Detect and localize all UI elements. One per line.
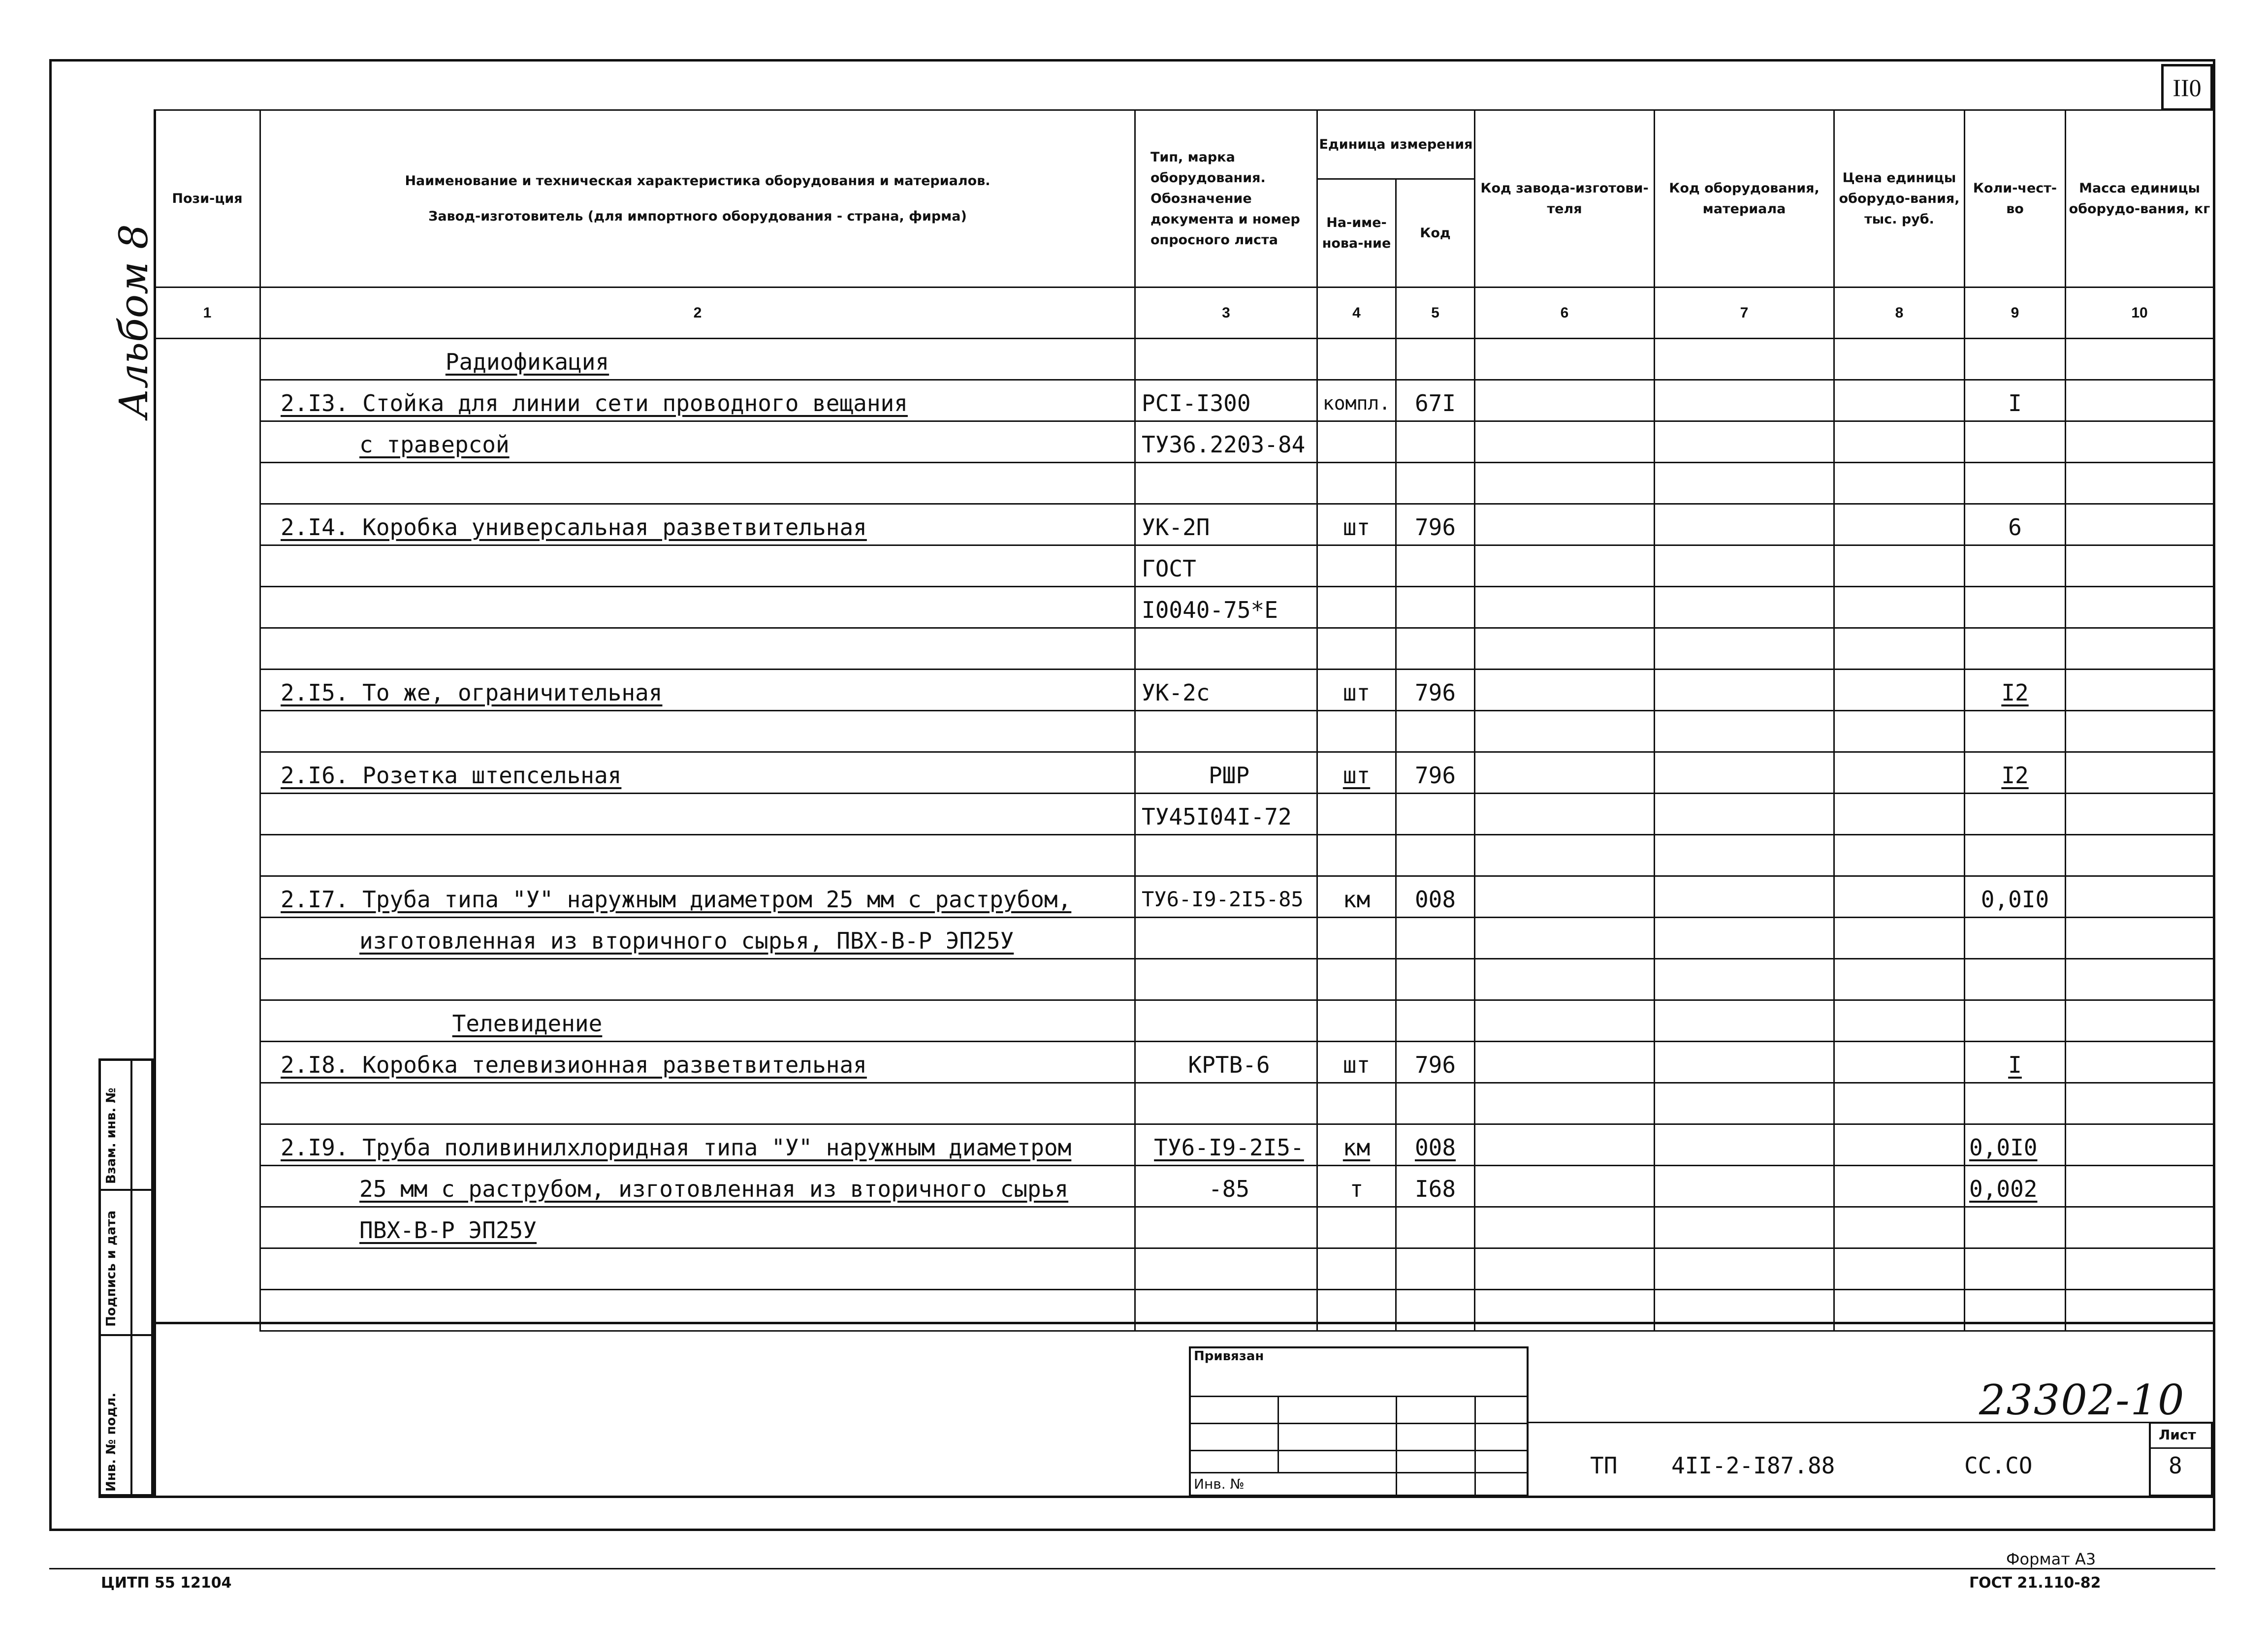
handwritten-number: 23302-10 — [1979, 1376, 2185, 1424]
item-code: 008 — [1396, 1124, 1475, 1166]
table-row — [155, 463, 2214, 504]
table-bottom-line — [154, 1322, 2213, 1324]
specification-table — [154, 109, 2214, 1332]
table-row — [155, 1124, 2214, 1166]
table-row — [155, 670, 2214, 711]
item-code: 796 — [1396, 1042, 1475, 1083]
header-position: Пози-ция — [155, 110, 260, 287]
privyazan-grid — [1189, 1423, 1529, 1424]
table-row — [155, 918, 2214, 959]
privyazan-grid — [1396, 1396, 1397, 1497]
side-inscription: Альбом 8 — [111, 224, 157, 418]
tp-label: ТП — [1590, 1452, 1618, 1479]
item-qty: 0,0I0 — [1965, 1124, 2066, 1166]
table-row — [155, 835, 2214, 876]
footer-format: Формат А3 — [2006, 1550, 2096, 1568]
colnum-4: 4 — [1317, 287, 1396, 339]
colnum-2: 2 — [260, 287, 1135, 339]
bottom-frame-line — [98, 1496, 2213, 1498]
item-name: изготовленная из вторичного сырья, ПВХ-В-Р ЭП25У — [359, 927, 1014, 954]
header-equipment-code: Код оборудования, материала — [1655, 110, 1834, 287]
header-name-line1: Наименование и техническая характеристика оборудования и материалов. — [405, 173, 990, 189]
item-qty: I — [1965, 380, 2066, 421]
table-row — [155, 711, 2214, 752]
colnum-6: 6 — [1475, 287, 1655, 339]
item-name: 2.I8. Коробка телевизионная разветвительная — [260, 1042, 1135, 1083]
header-unit-code: Код — [1396, 179, 1475, 287]
item-qty: I2 — [1965, 752, 2066, 794]
header-type: Тип, марка оборудования. Обозначение документа и номер опросного листа — [1135, 110, 1317, 287]
colnum-9: 9 — [1965, 287, 2066, 339]
item-name: 2.I5. То же, ограничительная — [260, 670, 1135, 711]
item-type: КРТВ-6 — [1135, 1042, 1317, 1083]
item-name: 2.I4. Коробка универсальная разветвительная — [260, 504, 1135, 545]
privyazan-grid — [1278, 1396, 1279, 1472]
item-type: УК-2П — [1135, 504, 1317, 545]
header-price: Цена единицы оборудо-вания, тыс. руб. — [1834, 110, 1965, 287]
item-code: 796 — [1396, 670, 1475, 711]
table-row — [155, 1248, 2214, 1290]
stamp-label-sign-date: Подпись и дата — [104, 1210, 119, 1327]
item-qty: 0,0I0 — [1965, 876, 2066, 918]
privyazan-label: Привязан — [1194, 1349, 1264, 1364]
list-number: 8 — [2169, 1452, 2182, 1479]
item-type: УК-2с — [1135, 670, 1317, 711]
table-left-line — [154, 109, 156, 1498]
header-row — [155, 110, 2214, 179]
table-row — [155, 1083, 2214, 1124]
list-label: Лист — [2159, 1427, 2196, 1443]
sheet-number-top: II0 — [2161, 64, 2213, 111]
stamp-label-inv: Инв. № подл. — [104, 1392, 119, 1492]
item-name: 2.I7. Труба типа "У" наружным диаметром 25 мм с раструбом, — [260, 876, 1135, 918]
header-mass: Масса единицы оборудо-вания, кг — [2066, 110, 2214, 287]
header-name — [260, 110, 1135, 287]
item-code: 796 — [1396, 504, 1475, 545]
column-numbers-row — [155, 287, 2214, 339]
item-qty: 0,002 — [1965, 1166, 2066, 1207]
table-row — [155, 794, 2214, 835]
item-code: I68 — [1396, 1166, 1475, 1207]
item-unit: км — [1317, 1124, 1396, 1166]
section-title-tv: Телевидение — [452, 1010, 603, 1037]
item-type: ТУ6-I9-2I5- — [1135, 1124, 1317, 1166]
item-code: 796 — [1396, 752, 1475, 794]
footer-gost: ГОСТ 21.110-82 — [1969, 1574, 2101, 1592]
item-unit: шт — [1317, 504, 1396, 545]
table-row — [155, 504, 2214, 545]
item-unit: шт — [1317, 1042, 1396, 1083]
colnum-8: 8 — [1834, 287, 1965, 339]
privyazan-grid — [1474, 1396, 1476, 1497]
item-unit: км — [1317, 876, 1396, 918]
left-stamp — [98, 1058, 154, 1497]
item-type: ТУ45I04I-72 — [1135, 794, 1317, 835]
item-unit: шт — [1317, 670, 1396, 711]
header-factory-code: Код завода-изготови-теля — [1475, 110, 1655, 287]
table-row — [155, 1042, 2214, 1083]
section-title-radio: Радиофикация — [445, 349, 609, 375]
item-name: ПВХ-В-Р ЭП25У — [359, 1217, 537, 1244]
colnum-1: 1 — [155, 287, 260, 339]
table-row — [155, 587, 2214, 628]
item-qty: I — [1965, 1042, 2066, 1083]
item-type: ТУ6-I9-2I5-85 — [1135, 876, 1317, 918]
table-row — [155, 1000, 2214, 1042]
privyazan-grid — [1189, 1472, 1529, 1473]
table-row — [155, 628, 2214, 670]
header-unit-group: Единица измерения — [1317, 110, 1475, 179]
table-row — [155, 752, 2214, 794]
item-type: PCI-I300 — [1135, 380, 1317, 421]
item-type: РШР — [1135, 752, 1317, 794]
item-name: 2.I9. Труба поливинилхлоридная типа "У" наружным диаметром — [260, 1124, 1135, 1166]
table-row — [155, 545, 2214, 587]
footer-left: ЦИТП 55 12104 — [101, 1574, 232, 1592]
header-quantity: Коли-чест-во — [1965, 110, 2066, 287]
table-row — [155, 1207, 2214, 1248]
header-name-line2: Завод-изготовитель (для импортного оборудования - страна, фирма) — [428, 208, 967, 224]
item-unit: компл. — [1317, 380, 1396, 421]
colnum-10: 10 — [2066, 287, 2214, 339]
item-qty: 6 — [1965, 504, 2066, 545]
item-type: ТУ36.2203-84 — [1135, 421, 1317, 463]
item-qty: I2 — [1965, 670, 2066, 711]
privyazan-block — [1189, 1346, 1529, 1497]
stamp-label-replace: Взам. инв. № — [104, 1087, 119, 1184]
item-name: 25 мм с раструбом, изготовленная из вторичного сырья — [359, 1176, 1069, 1202]
handwritten-underline — [1529, 1422, 2213, 1423]
colnum-5: 5 — [1396, 287, 1475, 339]
item-name: 2.I3. Стойка для линии сети проводного вещания — [260, 380, 1135, 421]
item-code: 008 — [1396, 876, 1475, 918]
table-row — [155, 959, 2214, 1000]
privyazan-grid — [1189, 1396, 1529, 1397]
header-unit-name: На-име-нова-ние — [1317, 179, 1396, 287]
doc-code: СС.СО — [1964, 1452, 2033, 1479]
colnum-7: 7 — [1655, 287, 1834, 339]
inv-no-label: Инв. № — [1194, 1476, 1245, 1492]
table-row — [155, 876, 2214, 918]
table-row — [155, 421, 2214, 463]
list-box-divider — [2149, 1447, 2213, 1449]
item-type: -85 — [1135, 1166, 1317, 1207]
item-unit: т — [1317, 1166, 1396, 1207]
item-name: с траверсой — [359, 431, 510, 458]
item-type: I0040-75*E — [1135, 587, 1317, 628]
table-row — [155, 380, 2214, 421]
project-number: 4II-2-I87.88 — [1671, 1452, 1835, 1479]
item-name: 2.I6. Розетка штепсельная — [260, 752, 1135, 794]
item-unit: шт — [1317, 752, 1396, 794]
item-type: ГОСТ — [1135, 545, 1317, 587]
table-row — [155, 1290, 2214, 1331]
table-row — [155, 339, 2214, 380]
colnum-3: 3 — [1135, 287, 1317, 339]
footer-left-line — [49, 1568, 2215, 1569]
privyazan-grid — [1189, 1450, 1529, 1451]
table-row — [155, 1166, 2214, 1207]
item-code: 67I — [1396, 380, 1475, 421]
